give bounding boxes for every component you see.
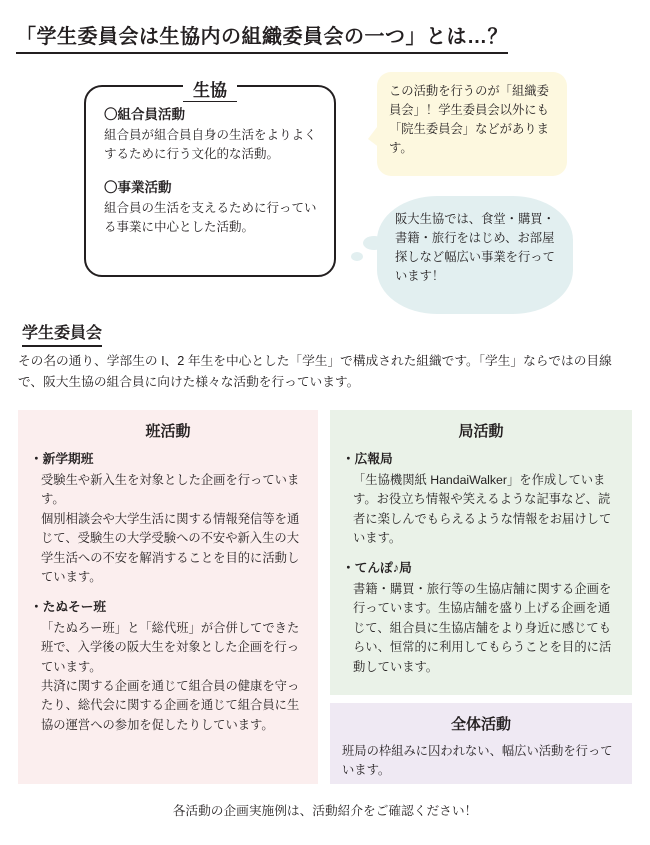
bubble-handai-seikyo: 阪大生協では、食堂・購買・書籍・旅行をはじめ、お部屋探しなど幅広い事業を行っています！ xyxy=(377,196,573,314)
han-item-2-body: 「たぬろー班」と「総代班」が合併してできた班で、入学後の阪大生を対象とした企画を行っています。 xyxy=(41,620,300,674)
seikyo-item-1-body: 組合員が組合員自身の生活をよりよくするために行う文化的な活動。 xyxy=(104,127,317,162)
seikyo-box xyxy=(84,85,336,277)
panel-zentai-katsudou xyxy=(330,703,632,784)
kyoku-item-2-head: ・てんぽ♪局 xyxy=(342,560,412,575)
seikyo-item-2-body: 組合員の生活を支えるために行っている事業に中心とした活動。 xyxy=(104,200,317,234)
kyoku-item-1-body: 「生協機関紙 HandaiWalker」を作成しています。お役立ち情報や笑えるような記事など、読者に楽しんでもらえるような情報をお届けしています。 xyxy=(353,473,612,546)
seikyo-heading xyxy=(84,76,336,102)
han-item-2-head: ・たぬそー班 xyxy=(30,599,107,614)
panel-kyoku-katsudou xyxy=(330,410,632,695)
panel-zentai-heading: 全体活動 xyxy=(450,716,511,733)
seikyo-item-1-head: 〇組合員活動 xyxy=(104,107,185,122)
kyoku-item-1-head: ・広報局 xyxy=(342,452,393,466)
bubble-soshiki-iinkai: この活動を行うのが「組織委員会」！学生委員会以外にも「院生委員会」などがあります。 xyxy=(377,72,567,176)
han-item-1-body: 受験生や新入生を対象とした企画を行っています。 xyxy=(41,473,300,507)
han-item-1-body2: 個別相談会や大学生活に関する情報発信等を通じて、受験生の大学受験への不安や新入生の大学生活への不安を解消することを目的に活動しています。 xyxy=(41,511,300,585)
panel-zentai-body: 班局の枠組みに囚われない、幅広い活動を行っています。 xyxy=(342,744,613,778)
panel-han-katsudou xyxy=(18,410,318,784)
seikyo-heading-label: 生協 xyxy=(183,76,237,102)
section-heading: 学生委員会 xyxy=(22,320,102,347)
panel-han-heading: 班活動 xyxy=(145,423,191,440)
section-lead: その名の通り、学部生の I、2 年生を中心とした「学生」で構成された組織です。「学生」ならではの目線で、阪大生協の組合員に向けた様々な活動を行っています。 xyxy=(18,354,612,389)
kyoku-item-2-body: 書籍・購買・旅行等の生協店舗に関する企画を行っています。生協店舗を盛り上げる企画を通じて、組合員に生協店舗をより身近に感じてもらい、恒常的に利用してもらうことを目的に活動しています。 xyxy=(353,581,612,674)
page-title: 「学生委員会は生協内の組織委員会の一つ」とは…？ xyxy=(16,20,508,54)
han-item-1-head: ・新学期班 xyxy=(30,452,94,466)
footer-note: 各活動の企画実施例は、活動紹介をご確認ください！ xyxy=(172,804,478,818)
han-item-2-body2: 共済に関する企画を通じて組合員の健康を守ったり、総代会に関する企画を通じて組合員に生協の運営への参加を促したりしています。 xyxy=(41,678,300,732)
seikyo-item-2-head: 〇事業活動 xyxy=(104,179,172,195)
panel-kyoku-heading: 局活動 xyxy=(458,423,504,440)
